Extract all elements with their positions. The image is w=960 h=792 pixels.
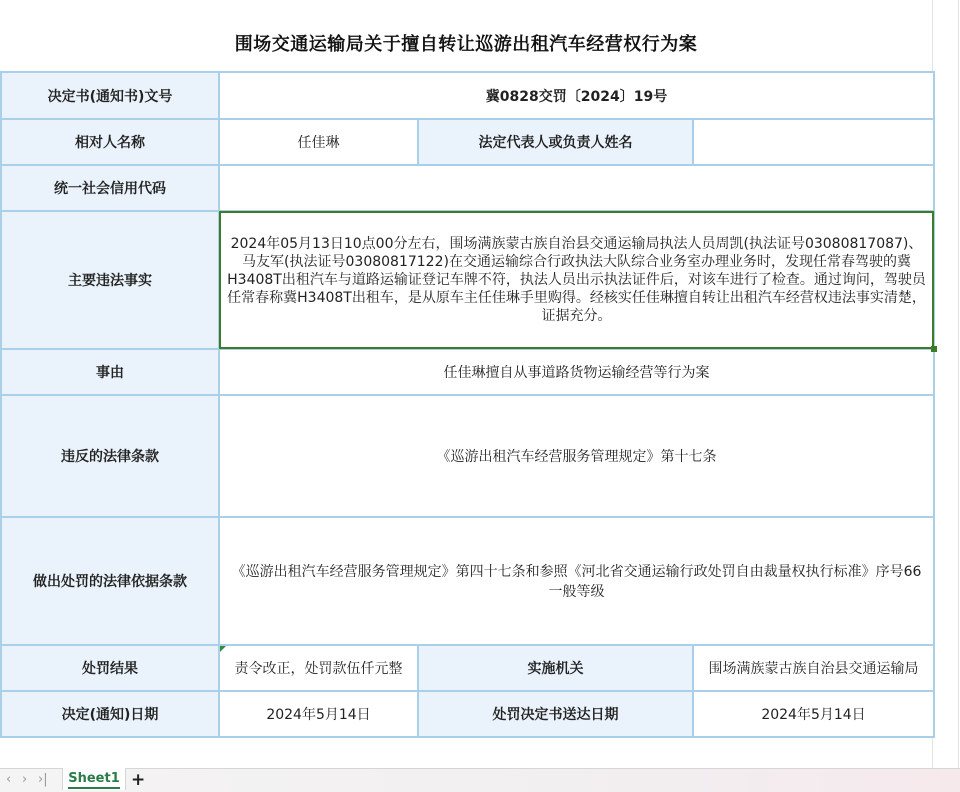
credit-code-label[interactable]: 统一社会信用代码 [1, 165, 219, 211]
decision-date-label[interactable]: 决定(通知)日期 [1, 691, 219, 737]
decision-date-value[interactable]: 2024年5月14日 [219, 691, 418, 737]
result-value[interactable] [219, 645, 418, 691]
penalty-basis-value[interactable]: 《巡游出租汽车经营服务管理规定》第四十七条和参照《河北省交通运输行政处罚自由裁量权执行标准》序号66一般等级 [219, 517, 934, 645]
result-label[interactable]: 处罚结果 [1, 645, 219, 691]
page-title[interactable]: 围场交通运输局关于擅自转让巡游出租汽车经营权行为案 [234, 34, 698, 55]
party-value[interactable]: 任佳琳 [219, 119, 418, 165]
legal-rep-value[interactable] [693, 119, 934, 165]
prev-sheet-icon[interactable]: ‹ [6, 772, 12, 787]
cause-label[interactable]: 事由 [1, 349, 219, 395]
cause-value[interactable]: 任佳琳擅自从事道路货物运输经营等行为案 [219, 349, 934, 395]
next-sheet-icon[interactable]: › [22, 772, 28, 787]
decision-no-label[interactable]: 决定书(通知书)文号 [1, 72, 219, 119]
tab-sheet1[interactable] [62, 768, 126, 790]
table-row [1, 211, 934, 349]
law-violated-label[interactable]: 违反的法律条款 [1, 395, 219, 517]
column-gridline [958, 0, 959, 768]
table-row [1, 517, 934, 645]
result-text: 责令改正，处罚款伍仟元整 [234, 661, 403, 677]
sheet-tab-bar [0, 768, 960, 792]
penalty-basis-label[interactable]: 做出处罚的法律依据条款 [1, 517, 219, 645]
delivery-date-value[interactable]: 2024年5月14日 [693, 691, 934, 737]
decision-no-value[interactable]: 冀0828交罚〔2024〕19号 [219, 72, 934, 119]
case-table [0, 71, 935, 738]
table-row [1, 349, 934, 395]
delivery-date-label[interactable]: 处罚决定书送达日期 [418, 691, 693, 737]
law-violated-value[interactable]: 《巡游出租汽车经营服务管理规定》第十七条 [219, 395, 934, 517]
fill-handle[interactable] [931, 346, 937, 352]
table-row [1, 691, 934, 737]
table-row [1, 119, 934, 165]
table-row [1, 165, 934, 211]
facts-label[interactable]: 主要违法事实 [1, 211, 219, 349]
comment-indicator-icon [220, 646, 226, 652]
table-row [1, 395, 934, 517]
facts-text: 2024年05月13日10点00分左右，围场满族蒙古族自治县交通运输局执法人员周凯(执法证号03080817087)、马友军(执法证号03080817122)在交通运输综合行政执法大队综合业务室办理业务时，发现任常春驾驶的冀H3408T出租汽车与道路运输证登记车牌不符，执法人员出示执法证件后，对该车进行了检查。通过询问，驾驶员任常春称冀H3408T出租车，是从原车主任佳琳手里购得。经核实任佳琳擅自转让出租汽车经营权违法事实清楚，证据充分。 [227, 236, 926, 324]
table-row [1, 72, 934, 119]
legal-rep-label[interactable]: 法定代表人或负责人姓名 [418, 119, 693, 165]
facts-value-selected-cell[interactable] [219, 211, 934, 349]
agency-label[interactable]: 实施机关 [418, 645, 693, 691]
add-sheet-icon[interactable]: + [131, 770, 146, 790]
credit-code-value[interactable] [219, 165, 934, 211]
agency-value[interactable]: 围场满族蒙古族自治县交通运输局 [693, 645, 934, 691]
tab-sheet1-label: Sheet1 [68, 771, 120, 789]
table-row [1, 645, 934, 691]
last-sheet-icon[interactable]: ›| [38, 772, 48, 787]
party-label[interactable]: 相对人名称 [1, 119, 219, 165]
